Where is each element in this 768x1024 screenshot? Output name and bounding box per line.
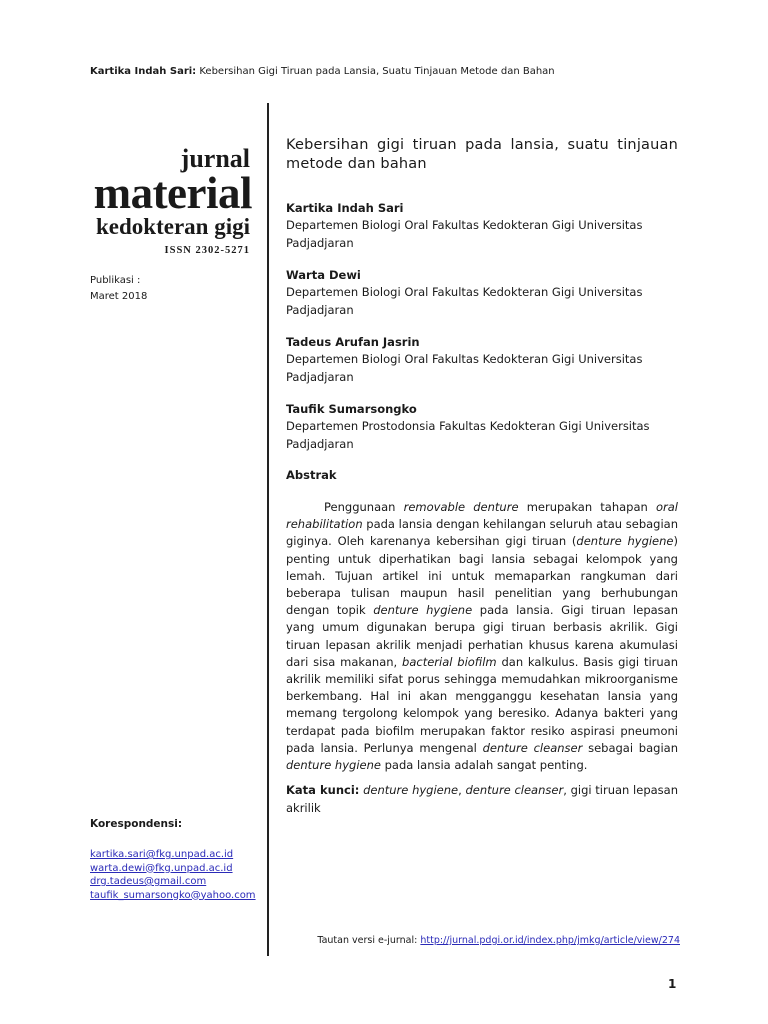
text-run: sebagai bagian [582,740,678,755]
running-head-title: Kebersihan Gigi Tiruan pada Lansia, Suatu Tinjauan Metode dan Bahan [199,66,555,77]
italic-term: removable denture [403,500,519,514]
ejournal-label: Tautan versi e-jurnal: [317,935,418,946]
logo-line-material: material [93,168,252,218]
author-name: Tadeus Arufan Jasrin [286,335,420,349]
page-number: 1 [668,977,677,991]
email-link[interactable]: taufik_sumarsongko@yahoo.com [90,889,256,901]
running-head-author: Kartika Indah Sari: [90,66,197,77]
text-run: , gigi tiruan lepasan akrilik [286,783,678,815]
email-link[interactable]: kartika.sari@fkg.unpad.ac.id [90,849,234,860]
author-affiliation: Departemen Prostodonsia Fakultas Kedokteran Gigi Universitas Padjadjaran [286,419,650,451]
author-name: Kartika Indah Sari [286,201,404,215]
author-affiliation: Departemen Biologi Oral Fakultas Kedokteran Gigi Universitas Padjadjaran [286,285,643,317]
logo-line-jurnal: jurnal [180,144,250,173]
text-run: Penggunaan [324,500,404,514]
keywords-label: Kata kunci: [286,783,360,798]
keywords [286,782,678,817]
italic-term: denture hygiene [373,603,473,618]
article-title: Kebersihan gigi tiruan pada lansia, suatu tinjauan metode dan bahan [286,137,678,172]
journal-logo [90,146,252,240]
author-block [286,200,678,252]
italic-term: denture cleanser [465,783,564,798]
text-run: merupakan tahapan [518,500,656,514]
correspondence-emails [90,848,256,902]
author-affiliation: Departemen Biologi Oral Fakultas Kedokteran Gigi Universitas Padjadjaran [286,218,643,250]
author-block [286,267,678,319]
text-run: pada lansia. Gigi tiruan lepasan yang umum digunakan berupa gigi tiruan berbasis akrilik. Gigi tiruan lepasan akrilik menjadi perhatian khusus karena akumulasi dari sisa makanan, [286,603,678,669]
author-name: Taufik Sumarsongko [286,402,417,416]
logo-line-kedokteran-gigi: kedokteran gigi [96,214,250,239]
email-link[interactable]: drg.tadeus@gmail.com [90,876,207,887]
text-run: , [458,783,466,798]
abstract-body [286,499,678,774]
running-head [90,65,690,79]
text-run: pada lansia adalah sangat penting. [380,758,588,773]
text-run: pada lansia dengan kehilangan seluruh atau sebagian giginya. Oleh karenanya kebersihan gigi tiruan ( [286,517,678,549]
article-main [286,136,678,817]
correspondence-title: Korespondensi: [90,818,183,830]
author-block [286,334,678,386]
italic-term: denture hygiene [286,758,381,773]
ejournal-link[interactable]: http://jurnal.pdgi.or.id/index.php/jmkg/article/view/274 [420,935,680,946]
italic-term: denture cleanser [482,740,583,755]
publication-info [90,273,147,305]
italic-term: denture hygiene [576,534,674,549]
email-link[interactable]: warta.dewi@fkg.unpad.ac.id [90,862,233,874]
italic-term: denture hygiene [363,783,459,798]
author-name: Warta Dewi [286,268,361,282]
author-block [286,401,678,453]
column-divider [267,103,269,956]
text-run: dan kalkulus. Basis gigi tiruan akrilik memiliki sifat porus sehingga memudahkan mikroorganisme berkembang. Hal ini akan mengganggu kesehatan lansia yang memang tergolong kelompok yang beresiko. Adanya bakteri yang terdapat pada biofilm merupakan faktor resiko aspirasi pneumoni pada lansia. Perlunya mengenal [286,654,679,755]
author-affiliation: Departemen Biologi Oral Fakultas Kedokteran Gigi Universitas Padjadjaran [286,352,643,384]
italic-term: bacterial biofilm [402,654,497,669]
text-run: ) penting untuk diperhatikan bagi lansia sebagai kelompok yang lemah. Tujuan artikel ini untuk memaparkan rangkuman dari beberapa tulisan maupun hasil penelitian yang berhubungan dengan topik [286,534,678,618]
abstract-heading: Abstrak [286,468,337,482]
publication-date: Maret 2018 [90,291,148,302]
publication-label: Publikasi : [90,275,141,286]
italic-term: oral rehabilitation [286,500,679,532]
issn: ISSN 2302-5271 [164,245,250,256]
ejournal-footnote [278,935,680,946]
